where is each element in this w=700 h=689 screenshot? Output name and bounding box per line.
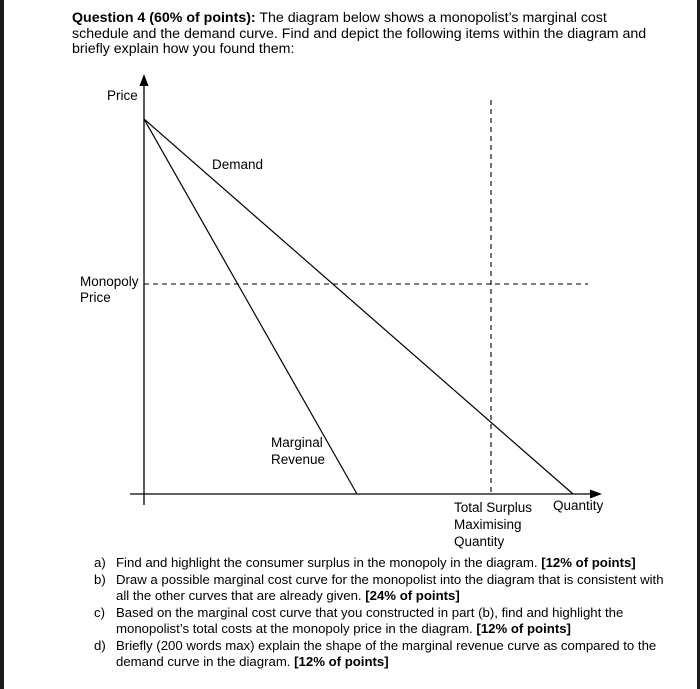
task-points: [12% of points] [294,654,389,669]
task-list [94,555,664,671]
task-points: [12% of points] [476,621,571,636]
task-text: Find and highlight the consumer surplus in the monopoly in the diagram. [116,555,538,570]
task-item-c [94,605,664,637]
task-points: [12% of points] [541,555,636,570]
total-surplus-label-line1: Total Surplus [454,500,533,515]
marginal-revenue-label-line2: Revenue [271,452,326,467]
total-surplus-label-line3: Quantity [454,534,505,549]
demand-curve [144,119,573,494]
y-axis-label: Price [107,88,138,103]
task-marker: a) [94,555,106,570]
monopoly-price-label-line1: Monopoly [80,274,139,289]
task-marker: b) [94,572,106,587]
demand-label: Demand [212,157,264,172]
question-heading: Question 4 (60% of points): [72,10,256,26]
task-marker: d) [94,638,106,653]
monopoly-price-label-line2: Price [80,290,111,305]
question-text: The diagram below shows a monopolist’s marginal cost schedule and the demand curve. Find and depict the following items within the diagram and briefly explain how you found them: [72,10,647,57]
task-marker: c) [94,605,105,620]
y-axis-arrow [140,74,149,86]
task-text: Draw a possible marginal cost curve for the monopolist into the diagram that is consistent with all the other curves that are already given. [116,572,664,603]
marginal-revenue-curve [144,119,357,494]
task-text: Briefly (200 words max) explain the shape of the marginal revenue curve as compared to the demand curve in the diagram. [116,638,657,669]
marginal-revenue-label-line1: Marginal [271,435,323,450]
task-item-a [94,555,664,571]
task-item-d [94,638,664,670]
x-axis-label: Quantity [553,498,604,513]
task-item-b [94,572,664,604]
total-surplus-label-line2: Maximising [454,517,522,532]
task-text: Based on the marginal cost curve that you constructed in part (b), find and highlight the monopolist’s total costs at the monopoly price in the diagram. [116,605,624,636]
task-points: [24% of points] [365,588,460,603]
